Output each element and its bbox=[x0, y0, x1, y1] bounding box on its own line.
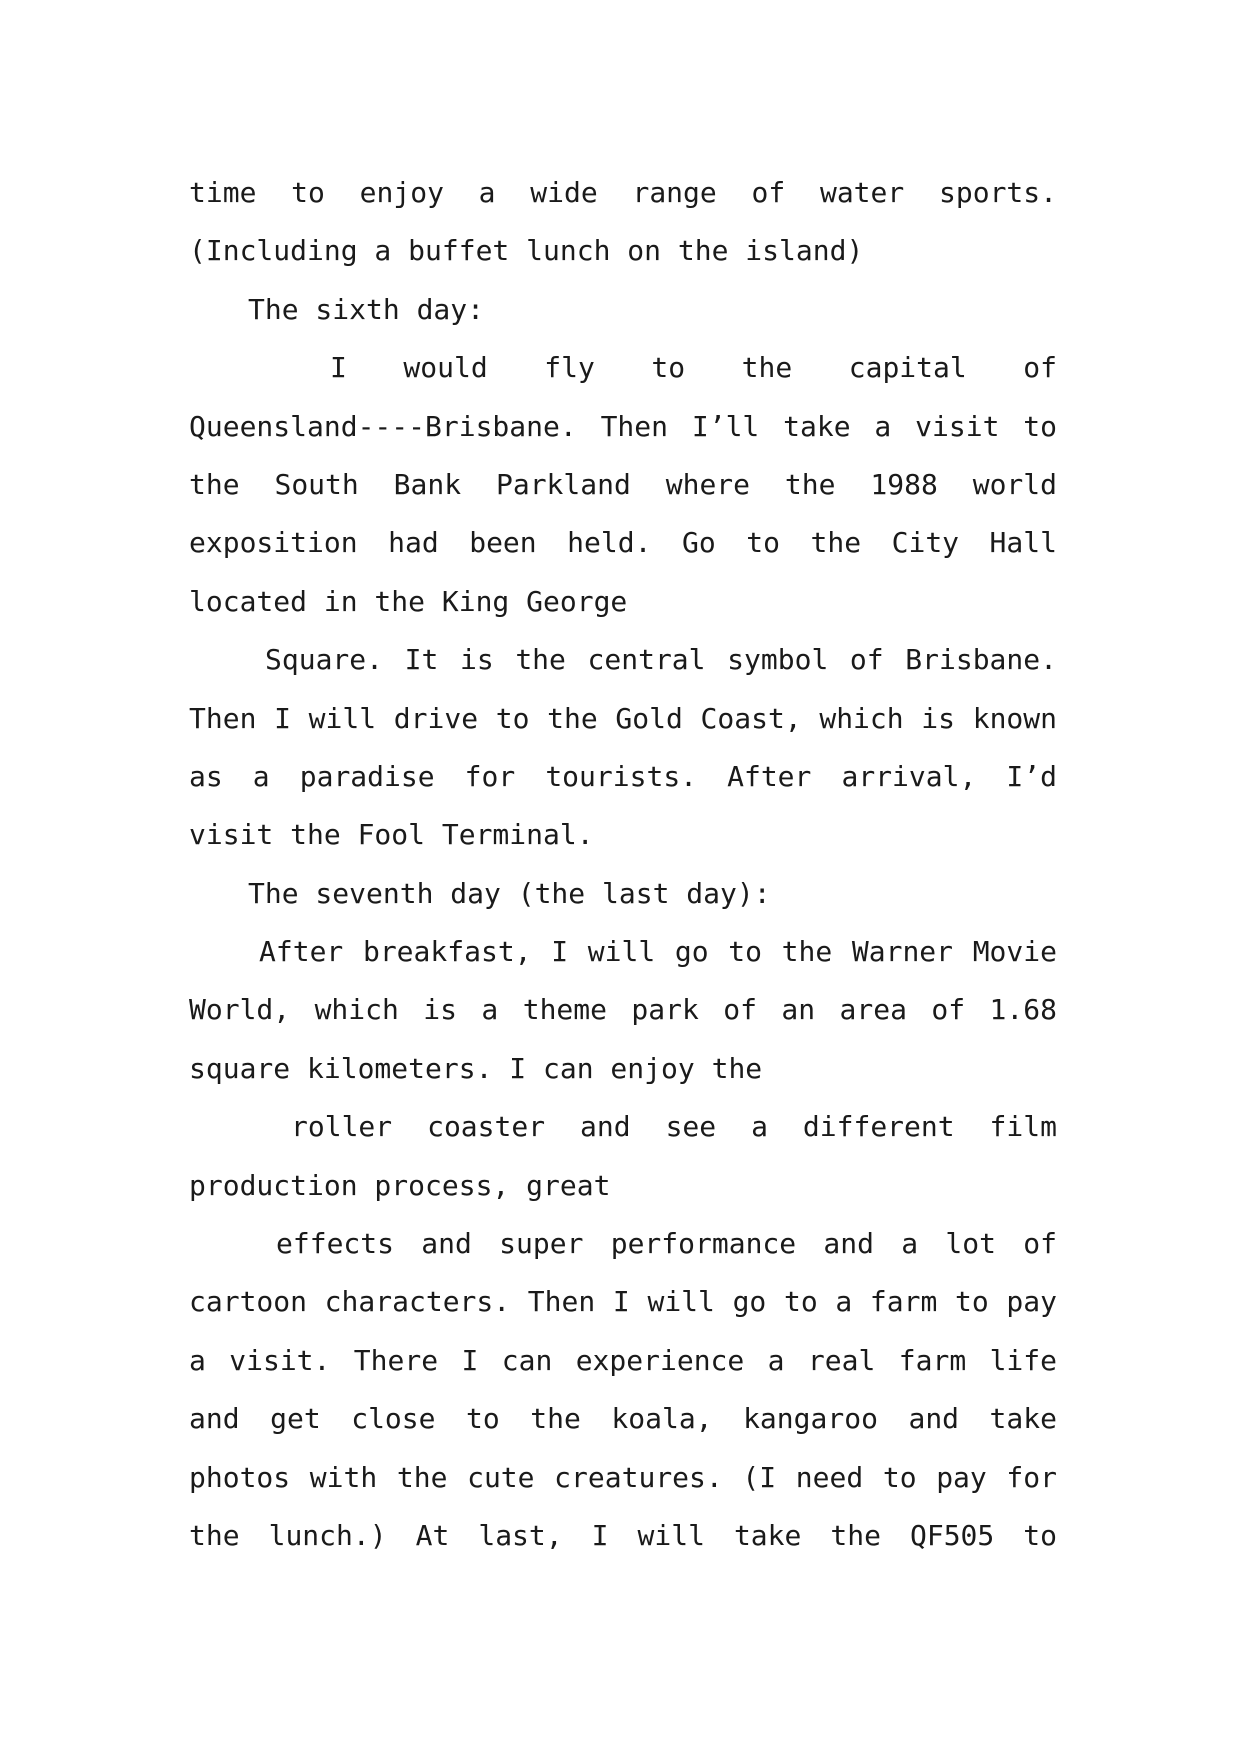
text-line: time to enjoy a wide range of water sports. bbox=[189, 176, 1057, 209]
text-line: effects and super performance and a lot of bbox=[276, 1227, 1057, 1261]
text-line: the South Bank Parkland where the 1988 world bbox=[189, 467, 1057, 501]
text-line: The seventh day (the last day): bbox=[248, 876, 771, 910]
text-line: roller coaster and see a different film bbox=[291, 1110, 1057, 1144]
body-text bbox=[189, 164, 1057, 1565]
text-line: and get close to the koala, kangaroo and take bbox=[189, 1402, 1057, 1436]
text-line: production process, great bbox=[189, 1168, 611, 1202]
text-line: exposition had been held. Go to the City Hall bbox=[189, 526, 1057, 560]
text-line: The sixth day: bbox=[248, 292, 485, 326]
text-line: square kilometers. I can enjoy the bbox=[189, 1051, 763, 1085]
text-line: I would fly to the capital of bbox=[330, 351, 1057, 385]
text-line: World, which is a theme park of an area of 1.68 bbox=[189, 993, 1057, 1027]
text-line: (Including a buffet lunch on the island) bbox=[189, 234, 864, 268]
text-line: located in the King George bbox=[189, 584, 628, 618]
text-line: a visit. There I can experience a real farm life bbox=[189, 1343, 1057, 1377]
text-line: Square. It is the central symbol of Brisbane. bbox=[265, 643, 1057, 677]
text-line: Then I will drive to the Gold Coast, which is known bbox=[189, 701, 1057, 735]
text-line: cartoon characters. Then I will go to a farm to pay bbox=[189, 1285, 1057, 1319]
text-line: the lunch.) At last, I will take the QF505 to bbox=[189, 1518, 1057, 1552]
text-line: After breakfast, I will go to the Warner Movie bbox=[259, 935, 1057, 969]
text-line: photos with the cute creatures. (I need to pay for bbox=[189, 1460, 1057, 1494]
text-line: as a paradise for tourists. After arrival, I’d bbox=[189, 759, 1057, 793]
text-line: visit the Fool Terminal. bbox=[189, 818, 594, 852]
text-line: Queensland----Brisbane. Then I’ll take a visit to bbox=[189, 409, 1057, 443]
